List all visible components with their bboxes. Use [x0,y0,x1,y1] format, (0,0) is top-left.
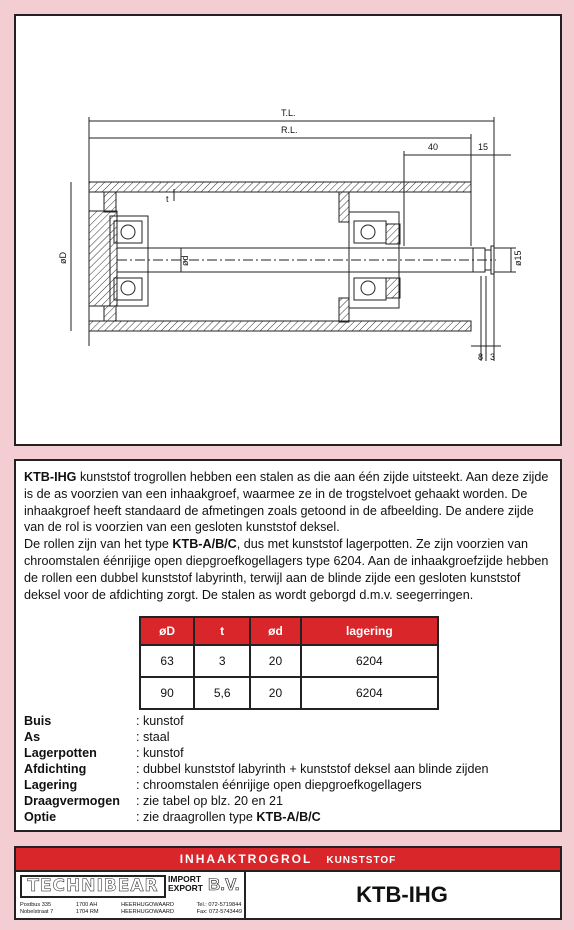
property-row [24,713,556,729]
dim-o15: ø15 [513,250,523,266]
property-row [24,761,556,777]
dim-t: t [166,194,169,204]
logo-bv: B.V. [208,875,240,894]
logo-export: EXPORT [168,883,203,893]
table-cell: 6204 [301,677,438,709]
property-label: As [24,730,41,744]
property-value: : chroomstalen éénrijige open diepgroefkogellagers [136,778,422,792]
intro-paragraph-2-pre: De rollen zijn van het type [24,537,173,552]
property-row [24,793,556,809]
address-line: HEERHUGOWAARD [121,902,175,908]
footer-subtitle: KUNSTSTOF [326,855,397,866]
footer-box [14,872,562,920]
table-header: ød [250,617,301,645]
dim-tl: T.L. [281,108,296,118]
address-line: Postbus 335 [20,902,52,908]
table-cell: 3 [194,645,250,677]
property-value: : kunstof [136,746,184,760]
footer-title-bar [14,846,562,872]
table-cell: 20 [250,645,301,677]
property-value: : zie tabel op blz. 20 en 21 [136,794,284,808]
intro-paragraph-1: kunststof trogrollen hebben een stalen as die aan één zijde uitsteekt. Aan deze zijde is de as voorzien van een inhaakgroef, waarmee ze in de trogstelvoet gehaakt worden. De inhaakgroef heeft standaard de afmetingen zoals getoond in de afbeelding. De andere zijde van de rol is voorzien van een gesloten kunststof deksel. [24,470,549,535]
description-panel [14,459,562,832]
intro-paragraph-2: , dus met kunststof lagerpotten. Ze zijn voorzien van chroomstalen éénrijige open diepgroefkogellagers type 6204. Aan de inhaakgroefzijde hebben de rollen een dubbel kunststof labyrinth, terwijl aan de blinde zijde een gesloten kunststof deksel voor de afdichting zorgt. De stalen as wordt geborgd d.m.v. seegerringen. [24,537,549,602]
intro-type-ref: KTB-A/B/C [172,537,237,552]
logo-import-export [168,875,208,893]
address-col [20,902,53,916]
property-label: Lagering [24,778,78,792]
product-code: KTB-IHG [356,882,448,907]
table-cell: 5,6 [194,677,250,709]
address-line: 1700 AH [75,902,98,908]
property-value-text: : zie draagrollen type [136,810,257,824]
address-line: Fax: 072-5743449 [196,909,242,915]
address-col [76,902,99,916]
table-header: lagering [301,617,438,645]
property-value: : staal [136,730,170,744]
table-cell: 90 [140,677,194,709]
address-line: HEERHUGOWAARD [121,909,175,915]
property-value [136,809,556,825]
table-header-row [140,617,438,645]
property-label: Optie [24,810,57,824]
address-col [197,902,242,916]
dim-od-outer: øD [58,252,68,264]
logo-import: IMPORT [168,874,202,884]
dim-8: 8 [478,352,484,362]
dim-15: 15 [478,142,489,152]
dim-3: 3 [490,352,496,362]
company-logo-area [16,872,246,918]
roller-drawing [16,16,560,444]
property-value: : dubbel kunststof labyrinth + kunststof deksel aan blinde zijden [136,762,489,776]
property-row [24,745,556,761]
drawing-panel [14,14,562,446]
spec-table [139,616,439,710]
address-line: Tel.: 072-5719844 [196,902,242,908]
address-line: Nobelstraat 7 [20,909,54,915]
table-row [140,677,438,709]
company-address [20,902,242,916]
table-cell: 20 [250,677,301,709]
intro-product-name: KTB-IHG [24,470,77,484]
intro-text [24,469,556,603]
property-row [24,729,556,745]
dim-40: 40 [428,142,439,152]
property-row [24,809,556,825]
table-cell: 6204 [301,645,438,677]
footer-title: INHAAKTROGROL [179,852,313,866]
table-row [140,645,438,677]
table-cell: 63 [140,645,194,677]
property-label: Lagerpotten [24,746,97,760]
property-label: Draagvermogen [24,794,120,808]
table-header: øD [140,617,194,645]
address-col [121,902,174,916]
property-label: Afdichting [24,762,87,776]
dim-rl: R.L. [281,125,298,135]
property-value: : kunstof [136,714,184,728]
table-header: t [194,617,250,645]
property-value-type: KTB-A/B/C [256,810,321,824]
property-label: Buis [24,714,52,728]
dim-od-inner: ød [180,255,190,266]
company-logo: TECHNIBEAR [20,875,166,898]
properties-list [24,713,556,825]
property-row [24,777,556,793]
address-line: 1704 RM [75,909,99,915]
